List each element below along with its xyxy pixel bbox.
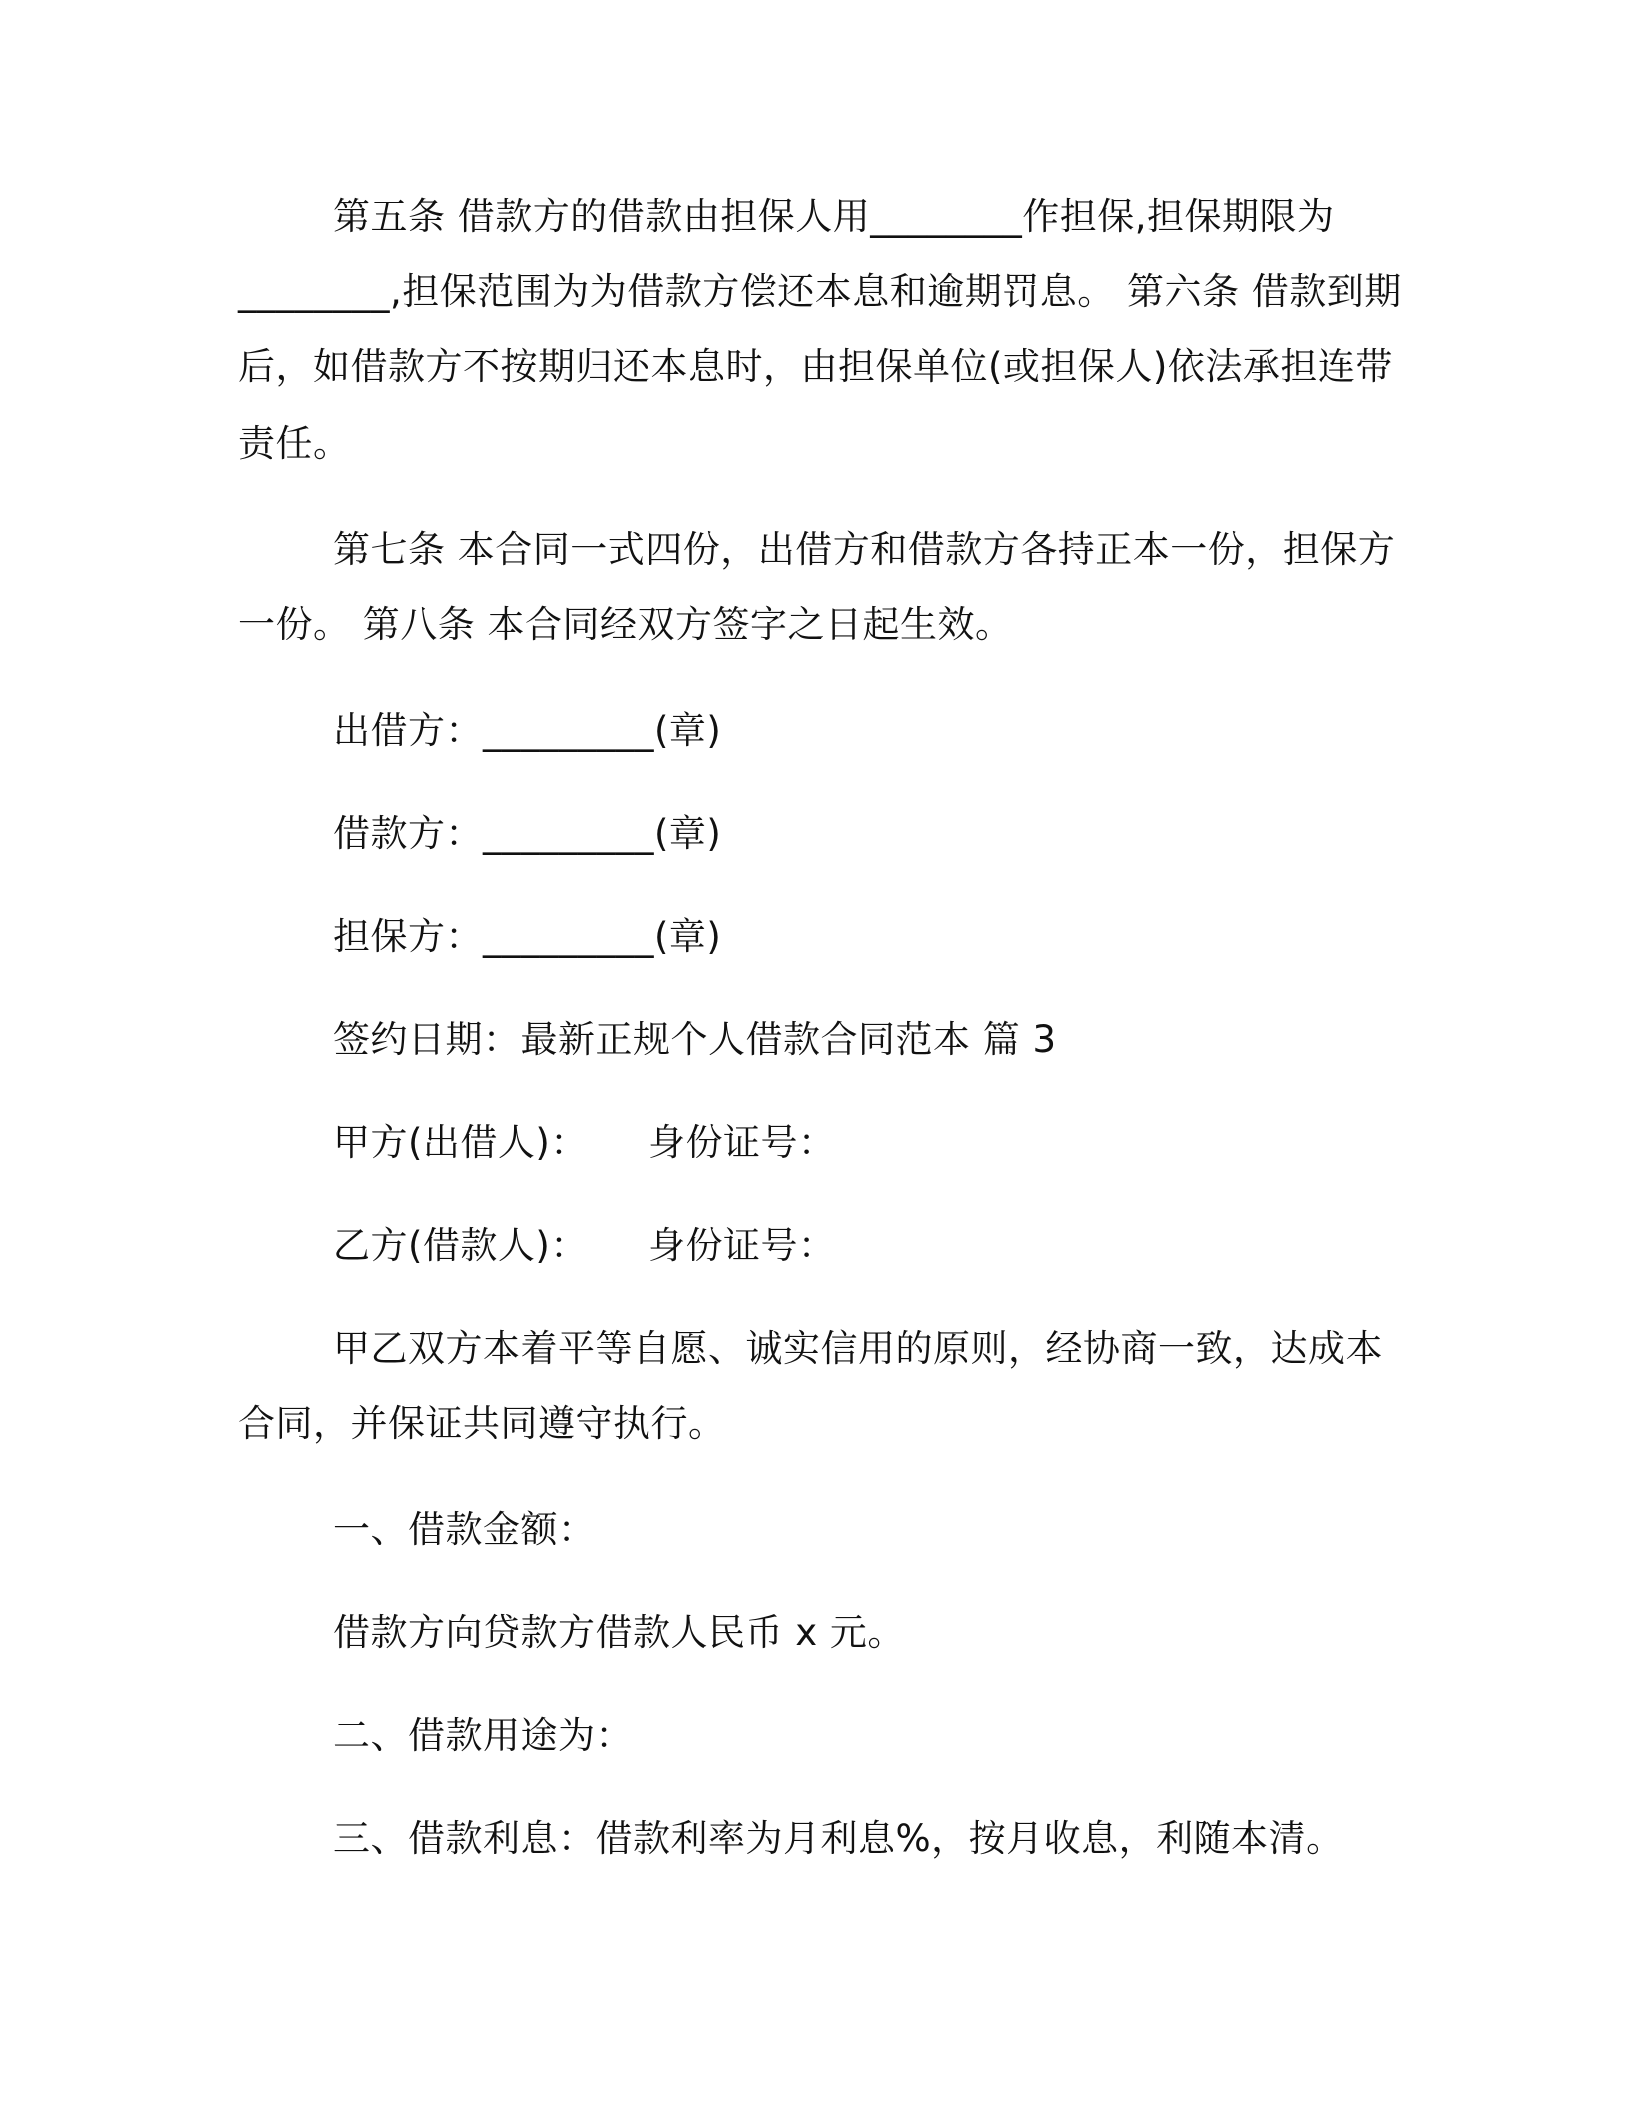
preamble-line-1: 甲乙双方本着平等自愿、诚实信用的原则，经协商一致，达成本 — [333, 1327, 1383, 1370]
lender-signature-line: 出借方：_________(章) — [333, 709, 722, 752]
section-3-title: 三、借款利息：借款利率为月利息%，按月收息，利随本清。 — [333, 1817, 1344, 1860]
article-5-line-1: 第五条 借款方的借款由担保人用________作担保,担保期限为 — [333, 195, 1335, 238]
sign-date-line: 签约日期：最新正规个人借款合同范本 篇 3 — [333, 1018, 1057, 1061]
section-2-title: 二、借款用途为： — [333, 1714, 633, 1757]
party-b-id-label: 身份证号： — [648, 1224, 836, 1267]
party-b-label: 乙方(借款人)： — [333, 1224, 588, 1267]
article-6-line-4: 责任。 — [238, 422, 351, 465]
borrower-signature-line: 借款方：_________(章) — [333, 812, 722, 855]
article-7-line-2: 一份。 第八条 本合同经双方签字之日起生效。 — [238, 603, 1013, 646]
article-6-line-3: 后，如借款方不按期归还本息时，由担保单位(或担保人)依法承担连带 — [238, 345, 1393, 388]
preamble-line-2: 合同，并保证共同遵守执行。 — [238, 1402, 726, 1445]
article-5-line-2: ________,担保范围为为借款方偿还本息和逾期罚息。 第六条 借款到期 — [238, 270, 1402, 313]
party-a-id-label: 身份证号： — [648, 1121, 836, 1164]
guarantor-signature-line: 担保方：_________(章) — [333, 915, 722, 958]
section-1-title: 一、借款金额： — [333, 1508, 596, 1551]
party-a-label: 甲方(出借人)： — [333, 1121, 588, 1164]
section-1-body: 借款方向贷款方借款人民币 x 元。 — [333, 1611, 905, 1654]
article-7-line-1: 第七条 本合同一式四份，出借方和借款方各持正本一份，担保方 — [333, 528, 1396, 571]
